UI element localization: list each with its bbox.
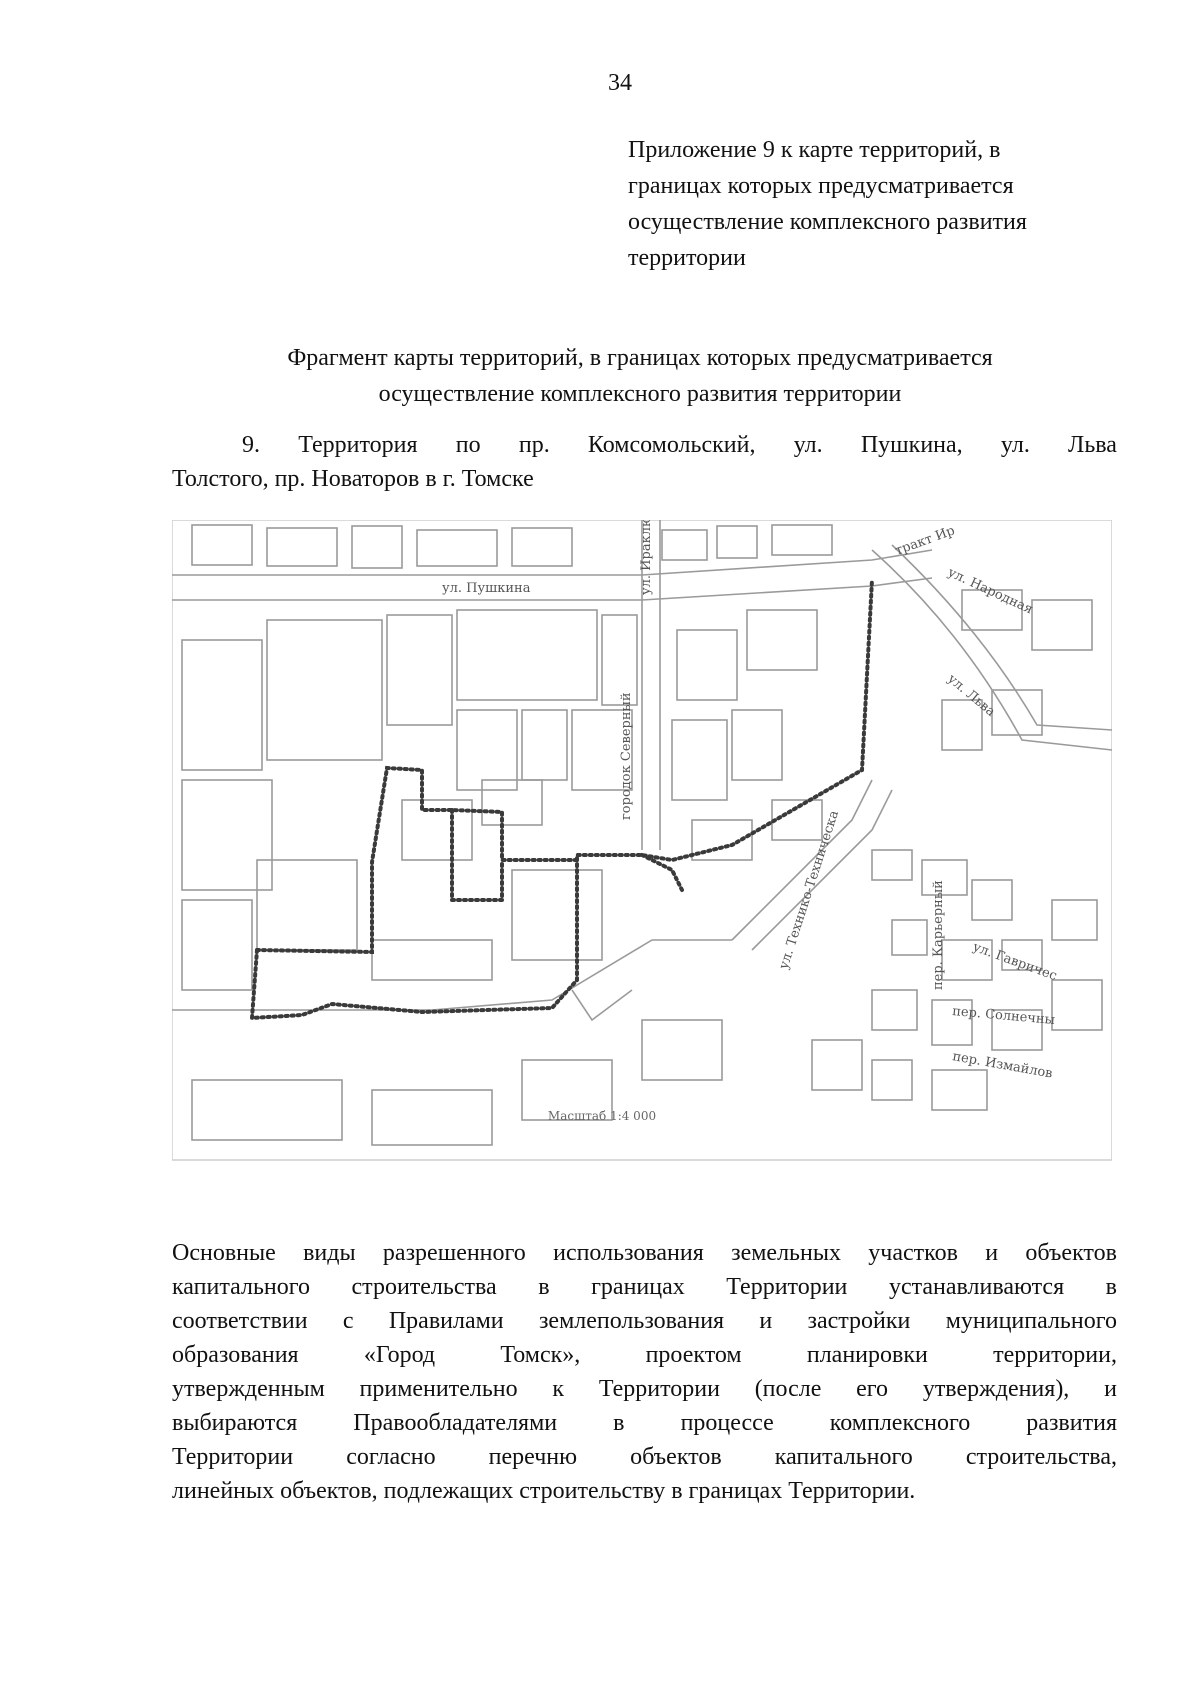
body-word: перечню	[488, 1444, 578, 1470]
body-word: территории,	[993, 1342, 1117, 1368]
body-word: земельных	[731, 1240, 841, 1266]
item-line-2: Толстого, пр. Новаторов в г. Томске	[172, 466, 534, 492]
map-drawing	[172, 520, 1112, 1170]
item-word: ул.	[1000, 432, 1030, 458]
body-word: «Город	[363, 1342, 436, 1368]
body-word: планировки	[806, 1342, 928, 1368]
item-line-1	[172, 428, 1117, 462]
street-label: пер. Измайлов	[951, 1049, 1054, 1082]
territory-item	[172, 428, 1117, 496]
body-line	[172, 1406, 1117, 1440]
body-paragraph	[172, 1236, 1117, 1508]
body-word: устанавливаются	[888, 1274, 1065, 1300]
body-word: в	[538, 1274, 550, 1300]
body-word: землепользования	[538, 1308, 725, 1334]
body-word: (после	[754, 1376, 822, 1402]
body-word: и	[1104, 1376, 1117, 1402]
body-word: Основные	[172, 1240, 276, 1266]
body-word: утверждения),	[922, 1376, 1070, 1402]
appendix-line: Приложение 9 к карте территорий, в	[628, 137, 1001, 163]
body-line	[172, 1338, 1117, 1372]
page-number: 34	[608, 70, 632, 96]
body-word: Территории	[172, 1444, 294, 1470]
body-word: капитального	[172, 1274, 310, 1300]
title-line: Фрагмент карты территорий, в границах которых предусматривается	[287, 345, 993, 371]
body-word: Правилами	[388, 1308, 504, 1334]
street-label: пер. Солнечны	[951, 1004, 1056, 1028]
body-word: его	[856, 1376, 889, 1402]
appendix-note	[628, 132, 1098, 276]
street-label: ул. Ираклю	[639, 520, 654, 595]
body-word: участков	[868, 1240, 958, 1266]
body-word: развития	[1026, 1410, 1117, 1436]
body-word: муниципального	[945, 1308, 1117, 1334]
body-word: капитального	[774, 1444, 913, 1470]
item-word: пр.	[518, 432, 550, 458]
body-word: в	[1105, 1274, 1117, 1300]
street-label: тракт Ир	[893, 523, 957, 559]
street-label: ул. Львa	[944, 671, 998, 720]
item-word: по	[455, 432, 481, 458]
body-word: границах	[591, 1274, 685, 1300]
map-labels	[442, 520, 1059, 1082]
item-number: 9.	[242, 432, 260, 458]
body-line: линейных объектов, подлежащих строительству в границах Территории.	[172, 1478, 916, 1504]
body-word: к	[552, 1376, 565, 1402]
appendix-line: территории	[628, 245, 746, 271]
body-word: в	[613, 1410, 625, 1436]
body-word: и	[759, 1308, 773, 1334]
document-title	[160, 340, 1120, 412]
body-word: утвержденным	[172, 1376, 325, 1402]
appendix-line: границах которых предусматривается	[628, 173, 1014, 199]
body-word: строительства,	[965, 1444, 1117, 1470]
body-word: объектов	[630, 1444, 722, 1470]
body-word: и	[985, 1240, 999, 1266]
body-word: Томск»,	[500, 1342, 581, 1368]
body-word: виды	[303, 1240, 356, 1266]
street-label: ул. Технико-Техническа	[776, 808, 843, 972]
body-line	[172, 1304, 1117, 1338]
appendix-line: осуществление комплексного развития	[628, 209, 1027, 235]
title-line: осуществление комплексного развития территории	[378, 381, 902, 407]
body-word: Территории	[726, 1274, 848, 1300]
item-word: Комсомольский,	[587, 432, 756, 458]
body-word: проектом	[645, 1342, 742, 1368]
street-label: ул. Народная	[945, 565, 1036, 618]
territory-map	[172, 520, 1112, 1170]
item-word: Пушкина,	[860, 432, 963, 458]
body-line	[172, 1236, 1117, 1270]
item-word: ул.	[793, 432, 823, 458]
body-word: застройки	[807, 1308, 911, 1334]
body-word: выбираются	[172, 1410, 298, 1436]
body-word: Правообладателями	[353, 1410, 558, 1436]
item-word: Льва	[1068, 432, 1117, 458]
item-word: Территория	[298, 432, 418, 458]
body-line	[172, 1440, 1117, 1474]
body-word: процессе	[680, 1410, 774, 1436]
body-word: применительно	[359, 1376, 518, 1402]
street-label: городок Северный	[619, 692, 634, 820]
body-word: Территории	[598, 1376, 720, 1402]
body-word: объектов	[1025, 1240, 1117, 1266]
body-word: строительства	[351, 1274, 497, 1300]
street-label: ул. Пушкина	[442, 581, 531, 596]
body-word: разрешенного	[382, 1240, 526, 1266]
body-line	[172, 1372, 1117, 1406]
street-label: пер. Карьерный	[931, 880, 946, 990]
map-scale: Масштаб 1:4 000	[547, 1109, 657, 1123]
body-word: комплексного	[829, 1410, 971, 1436]
body-word: образования	[172, 1342, 299, 1368]
street-label: ул. Гавричес	[970, 939, 1059, 984]
body-word: соответствии	[172, 1308, 308, 1334]
body-word: использования	[553, 1240, 704, 1266]
body-line	[172, 1270, 1117, 1304]
body-word: согласно	[346, 1444, 436, 1470]
body-word: с	[342, 1308, 354, 1334]
territory-boundary	[252, 580, 872, 1018]
